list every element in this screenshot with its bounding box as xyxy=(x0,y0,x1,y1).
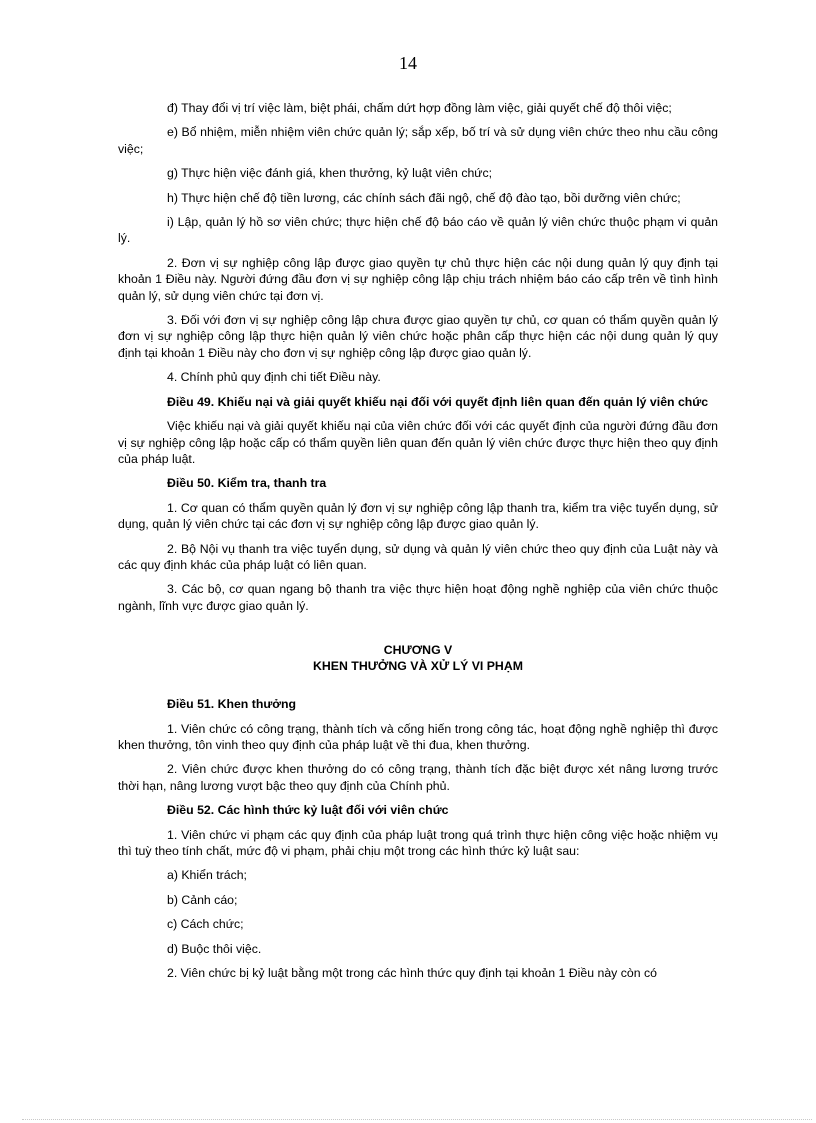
article-52-form-a: a) Khiển trách; xyxy=(167,868,247,883)
article-51-item-1: 1. Viên chức có công trạng, thành tích và cống hiến trong công tác, hoạt động nghề nghiệp thì được khen thưởng, tôn vinh theo quy định của pháp luật về thi đua, khen thưởng. xyxy=(118,721,718,752)
page-bottom-divider xyxy=(22,1119,812,1120)
article-52-form-d: d) Buộc thôi việc. xyxy=(167,941,262,956)
article-52-form-c: c) Cách chức; xyxy=(167,917,244,932)
paragraph-item-h: h) Thực hiện chế độ tiền lương, các chính sách đãi ngộ, chế độ đào tạo, bồi dưỡng viên chức; xyxy=(167,190,681,205)
chapter-title: KHEN THƯỞNG VÀ XỬ LÝ VI PHẠM xyxy=(313,659,523,674)
article-52-form-b: b) Cảnh cáo; xyxy=(167,892,238,907)
article-52-text: 1. Viên chức vi phạm các quy định của pháp luật trong quá trình thực hiện công việc hoặc nhiệm vụ thì tuỳ theo tính chất, mức độ vi phạm, phải chịu một trong các hình thức kỷ luật sau: xyxy=(118,827,718,858)
paragraph-item-dd: đ) Thay đổi vị trí việc làm, biệt phái, chấm dứt hợp đồng làm việc, giải quyết chế độ thôi việc; xyxy=(167,101,672,115)
paragraph-item-g: g) Thực hiện việc đánh giá, khen thưởng, kỷ luật viên chức; xyxy=(167,166,493,181)
paragraph-clause-3: 3. Đối với đơn vị sự nghiệp công lập chưa được giao quyền tự chủ, cơ quan có thẩm quyền quản lý đơn vị sự nghiệp công lập thực hiện quản lý viên chức hoặc phân cấp thực hiện các nội dung quản lý quy định tại khoản 1 Điều này cho đơn vị sự nghiệp công lập được giao quản lý. xyxy=(118,313,718,360)
article-52-clause-2: 2. Viên chức bị kỷ luật bằng một trong các hình thức quy định tại khoản 1 Điều này còn có xyxy=(167,966,657,981)
article-50-item-1: 1. Cơ quan có thẩm quyền quản lý đơn vị sự nghiệp công lập thanh tra, kiểm tra việc tuyển dụng, sử dụng, quản lý viên chức tại các đơn vị sự nghiệp công lập được giao quản lý. xyxy=(118,500,718,532)
article-52-heading: Điều 52. Các hình thức kỷ luật đối với viên chức xyxy=(167,803,449,818)
article-51-item-2: 2. Viên chức được khen thưởng do có công trạng, thành tích đặc biệt được xét nâng lương trước thời hạn, nâng lương vượt bậc theo quy định của Chính phủ. xyxy=(118,762,718,793)
article-50-item-3: 3. Các bộ, cơ quan ngang bộ thanh tra việc thực hiện hoạt động nghề nghiệp của viên chức thuộc ngành, lĩnh vực được giao quản lý. xyxy=(118,582,718,613)
article-49-text: Việc khiếu nại và giải quyết khiếu nại của viên chức đối với các quyết định của người đứng đầu đơn vị sự nghiệp công lập hoặc cấp có thẩm quyền liên quan đến quản lý viên chức được thực hiện theo quy định của pháp luật. xyxy=(118,419,718,466)
article-50-heading: Điều 50. Kiểm tra, thanh tra xyxy=(167,476,327,491)
paragraph-clause-4: 4. Chính phủ quy định chi tiết Điều này. xyxy=(167,370,381,385)
page-body xyxy=(118,100,718,989)
article-50-item-2: 2. Bộ Nội vụ thanh tra việc tuyển dụng, sử dụng và quản lý viên chức theo quy định của Luật này và các quy định khác của pháp luật có liên quan. xyxy=(118,541,718,572)
page-number: 14 xyxy=(399,53,417,73)
article-49-heading: Điều 49. Khiếu nại và giải quyết khiếu nại đối với quyết định liên quan đến quản lý viên chức xyxy=(167,394,709,409)
paragraph-item-i: i) Lập, quản lý hồ sơ viên chức; thực hiện chế độ báo cáo về quản lý viên chức thuộc phạm vi quản lý. xyxy=(118,215,718,246)
chapter-label: CHƯƠNG V xyxy=(383,643,453,658)
article-51-heading: Điều 51. Khen thưởng xyxy=(167,697,297,712)
paragraph-item-e: e) Bổ nhiệm, miễn nhiệm viên chức quản lý; sắp xếp, bố trí và sử dụng viên chức theo nhu cầu công việc; xyxy=(118,125,718,156)
paragraph-clause-2: 2. Đơn vị sự nghiệp công lập được giao quyền tự chủ thực hiện các nội dung quản lý quy định tại khoản 1 Điều này. Người đứng đầu đơn vị sự nghiệp công lập chịu trách nhiệm báo cáo cấp trên về tình hình quản lý, sử dụng viên chức tại đơn vị. xyxy=(118,255,718,303)
